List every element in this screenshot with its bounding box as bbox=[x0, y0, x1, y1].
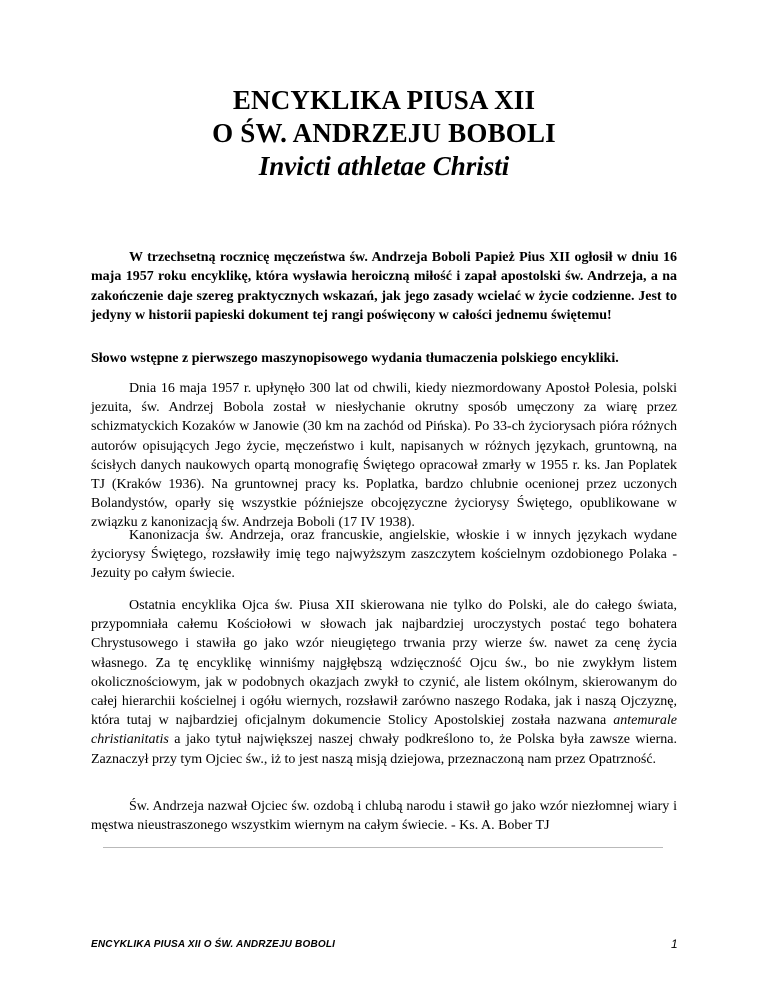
intro-paragraph: W trzechsetną rocznicę męczeństwa św. Andrzeja Boboli Papież Pius XII ogłosił w dniu 16 maja 1957 roku encyklikę, która wysławia heroiczną miłość i zapał apostolski św. Andrzeja, a na zakończenie daje szereg praktycznych wskazań, jak jego zasady wcielać w życie codzienne. Jest to jedyny w historii papieski dokument tej rangi poświęcony w całości jednemu świętemu! bbox=[91, 250, 677, 324]
title-line-1: ENCYKLIKA PIUSA XII bbox=[232, 85, 536, 115]
body-paragraph-2 bbox=[91, 526, 677, 584]
paragraph-text: Św. Andrzeja nazwał Ojciec św. ozdobą i chlubą narodu i stawił go jako wzór niezłomnej wiary i męstwa nieustraszonego wszystkim wiernym na całym świecie. - Ks. A. Bober TJ bbox=[91, 799, 677, 834]
page-number: 1 bbox=[671, 937, 678, 951]
title-block bbox=[0, 84, 768, 183]
title-line-2: O ŚW. ANDRZEJU BOBOLI bbox=[212, 118, 556, 148]
paragraph-text bbox=[91, 596, 677, 769]
latin-subtitle: Invicti athletae Christi bbox=[258, 151, 510, 181]
paragraph-text-end: a jako tytuł największej naszej chwały podkreślono to, że Polska była zawsze wierna. Zaznaczył przy tym Ojciec św., iż to jest naszą misją dziejowa, przeznaczoną nam przez Opatrzność. bbox=[91, 732, 678, 767]
latin-phrase: antemurale christianitatis bbox=[91, 713, 678, 748]
section-heading: Słowo wstępne z pierwszego maszynopisowego wydania tłumaczenia polskiego encykliki. bbox=[91, 351, 619, 366]
paragraph-text-start: Ostatnia encyklika Ojca św. Piusa XII skierowana nie tylko do Polski, ale do całego świata, przypomniała całemu Kościołowi w słowach jak najbardziej uroczystych postać tego bohatera Chrystusowego i stawiła go jako wzór nieugiętego trwania przy wierze św. nawet za cenę życia własnego. Za tę encyklikę winniśmy najgłębszą wdzięczność Ojcu św., bo nie zwykłym listem okolicznościowym, jak w podobnych okazjach zwykł to czynić, ale listem okólnym, skierowanym do całej hierarchii kościelnej i ogółu wiernych, rozsławił zarówno naszego Rodaka, jak i naszą Ojczyznę, która tutaj w najbardziej oficjalnym dokumencie Stolicy Apostolskiej została nazwana bbox=[91, 598, 677, 729]
body-paragraph-4 bbox=[91, 797, 677, 835]
paragraph-text: Dnia 16 maja 1957 r. upłynęło 300 lat od chwili, kiedy niezmordowany Apostoł Polesia, polski jezuita, św. Andrzej Bobola został w niesłychanie okrutny sposób umęczony za wiarę przez schizmatyckich Kozaków w Janowie (30 km na zachód od Pińska). Po 33-ch życiorysach pióra różnych autorów opisujących Jego życie, męczeństwo i kult, napisanych w różnych językach, gruntowną, na ścisłych danych naukowych opartą monografię Świętego opracował zmarły w 1955 r. ks. Jan Poplatek TJ (Kraków 1936). Na gruntownej pracy ks. Poplatka, bardzo chlubnie ocenionej przez uczonych Bolandystów, oparły się wszystkie późniejsze obcojęzyczne życiorysy Świętego, opublikowane w związku z kanonizacją św. Andrzeja Boboli (17 IV 1938). bbox=[91, 381, 677, 531]
body-paragraph-1 bbox=[91, 379, 677, 533]
horizontal-divider bbox=[103, 847, 663, 848]
body-paragraph-3 bbox=[91, 596, 677, 769]
paragraph-text: Kanonizacja św. Andrzeja, oraz francuskie, angielskie, włoskie i w innych językach wydane życiorysy Świętego, rozsławiły imię tego najwyższym zaszczytem kościelnym ozdobionego Polaka - Jezuity po całym świecie. bbox=[91, 528, 677, 582]
page-footer: ENCYKLIKA PIUSA XII O ŚW. ANDRZEJU BOBOLI bbox=[91, 939, 336, 950]
